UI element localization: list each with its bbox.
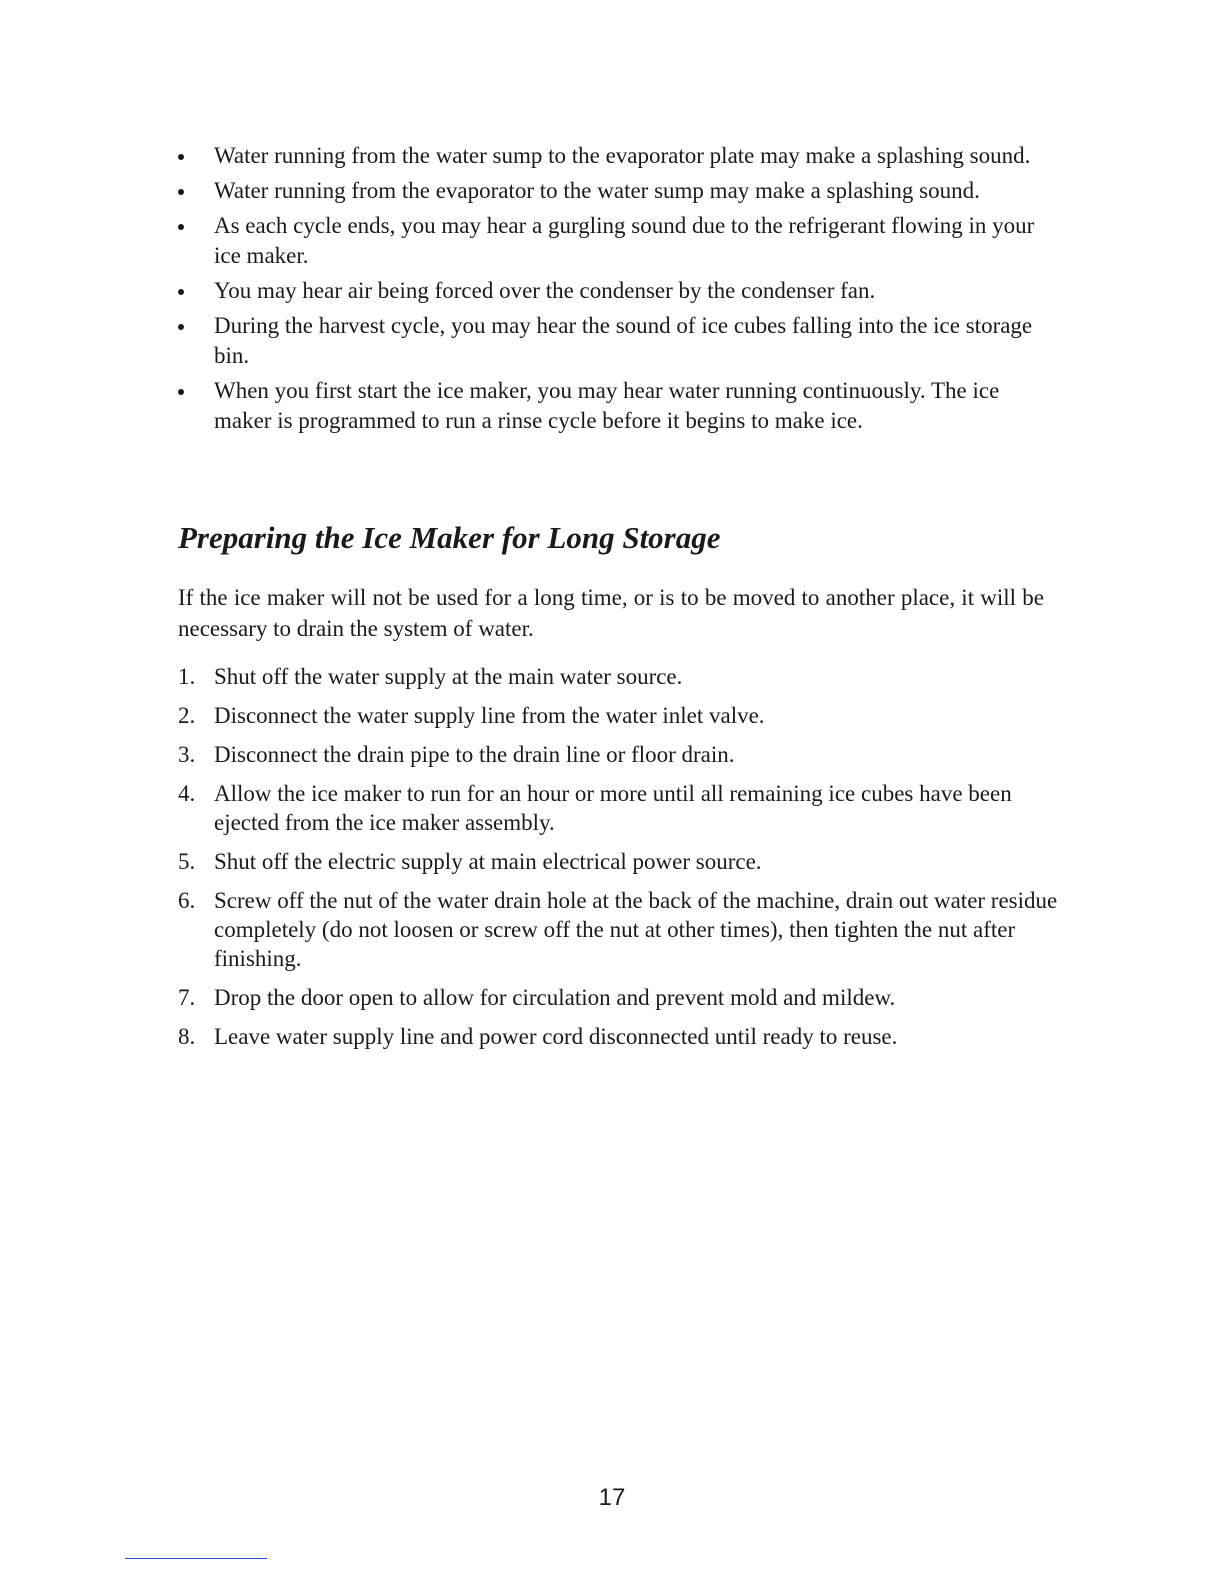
bullet-item [178, 376, 1058, 436]
bullet-text: When you first start the ice maker, you may hear water running continuously. The ice maker is programmed to run a rinse cycle before it begins to make ice. [214, 378, 1000, 433]
step-text: Shut off the electric supply at main electrical power source. [214, 849, 762, 874]
storage-steps-list [178, 662, 1058, 1061]
section-heading: Preparing the Ice Maker for Long Storage [178, 520, 721, 555]
bullet-dot [178, 289, 184, 295]
bullet-text: As each cycle ends, you may hear a gurgling sound due to the refrigerant flowing in your ice maker. [214, 213, 1035, 268]
step-number: 2. [178, 703, 196, 728]
step-item [178, 886, 1058, 973]
step-number: 4. [178, 781, 196, 806]
bullet-item [178, 141, 1058, 171]
step-number: 7. [178, 985, 196, 1010]
bullet-dot [178, 154, 184, 160]
bullet-dot [178, 389, 184, 395]
step-item [178, 1022, 1058, 1051]
step-number: 1. [178, 664, 196, 689]
bullet-item [178, 276, 1058, 306]
section-intro: If the ice maker will not be used for a long time, or is to be moved to another place, it will be necessary to drain the system of water. [178, 585, 1044, 641]
bullet-item [178, 211, 1058, 271]
step-item [178, 983, 1058, 1012]
bullet-text: Water running from the evaporator to the water sump may make a splashing sound. [214, 178, 980, 203]
step-number: 3. [178, 742, 196, 767]
bullet-text: During the harvest cycle, you may hear the sound of ice cubes falling into the ice storage bin. [214, 313, 1033, 368]
bullet-dot [178, 189, 184, 195]
step-number: 8. [178, 1024, 196, 1049]
step-text: Disconnect the drain pipe to the drain line or floor drain. [214, 742, 735, 767]
bullet-text: Water running from the water sump to the evaporator plate may make a splashing sound. [214, 143, 1031, 168]
footnote-rule [125, 1558, 267, 1559]
page-number: 17 [598, 1484, 626, 1511]
step-item [178, 662, 1058, 691]
step-item [178, 847, 1058, 876]
sounds-bullet-list [178, 141, 1058, 441]
step-item [178, 740, 1058, 769]
step-text: Screw off the nut of the water drain hole at the back of the machine, drain out water residue completely (do not loosen or screw off the nut at other times), then tighten the nut after finishing. [214, 888, 1058, 971]
step-text: Drop the door open to allow for circulation and prevent mold and mildew. [214, 985, 896, 1010]
bullet-item [178, 311, 1058, 371]
step-text: Leave water supply line and power cord disconnected until ready to reuse. [214, 1024, 898, 1049]
step-item [178, 701, 1058, 730]
step-item [178, 779, 1058, 837]
step-number: 5. [178, 849, 196, 874]
step-text: Disconnect the water supply line from the water inlet valve. [214, 703, 765, 728]
bullet-text: You may hear air being forced over the condenser by the condenser fan. [214, 278, 876, 303]
bullet-dot [178, 224, 184, 230]
bullet-dot [178, 324, 184, 330]
step-text: Allow the ice maker to run for an hour or more until all remaining ice cubes have been ejected from the ice maker assembly. [214, 781, 1012, 835]
step-number: 6. [178, 888, 196, 913]
bullet-item [178, 176, 1058, 206]
step-text: Shut off the water supply at the main water source. [214, 664, 683, 689]
